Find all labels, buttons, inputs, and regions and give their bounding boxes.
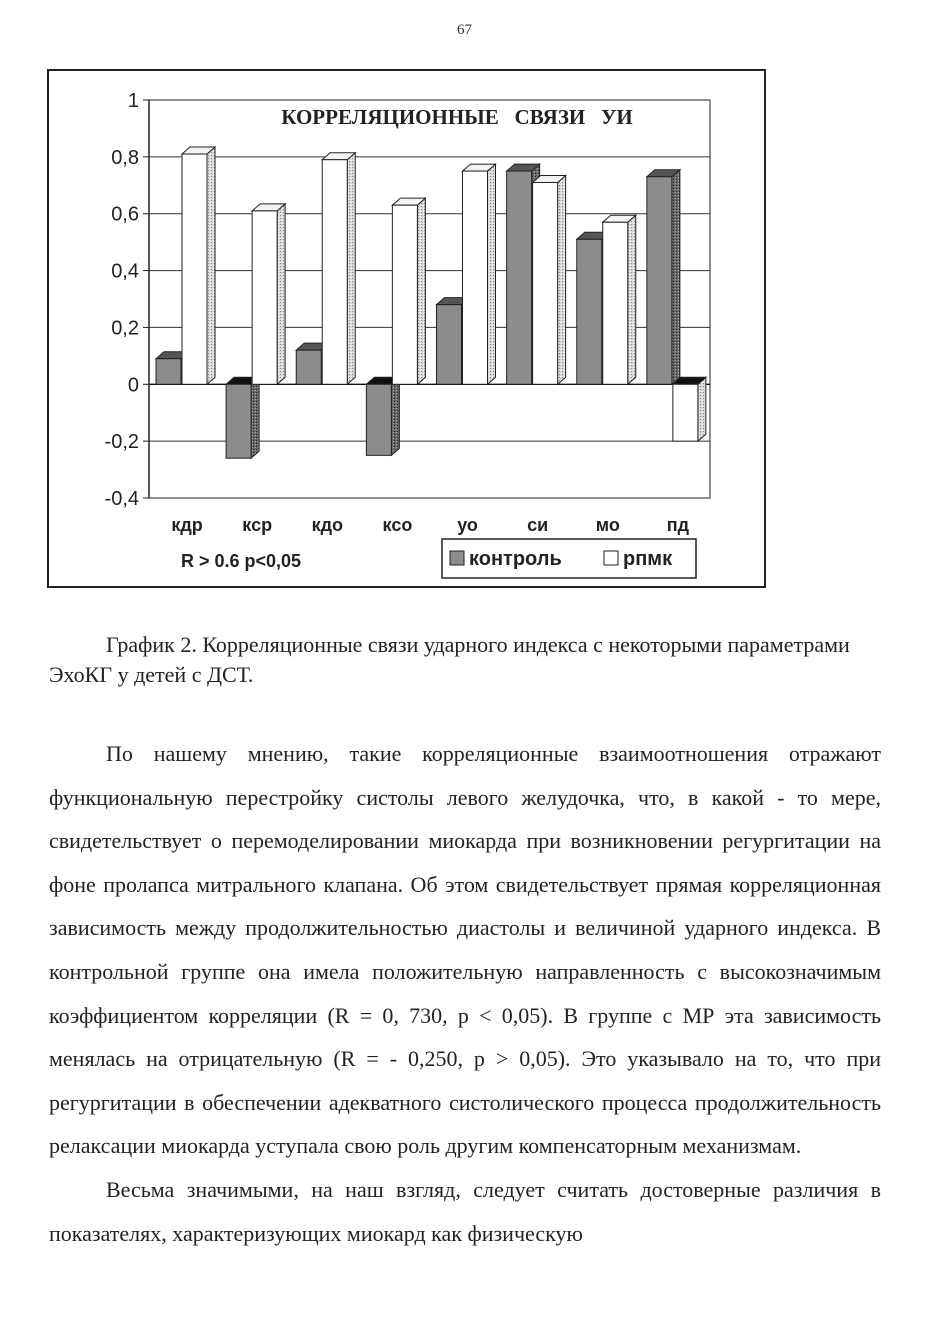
x-tick-label: си [527,515,549,535]
x-tick-label: уо [457,515,478,535]
y-tick-label: 0 [127,374,139,397]
chart-frame [47,69,766,588]
legend-label-rpmk: рпмк [623,548,673,570]
paragraph-1: По нашему мнению, такие корреляционные взаимоотношения отражают функциональную перестройку систолы левого желудочка, что, в какой - то мере, свидетельствует о перемоделировании миокарда при возникновении регургитации на фоне пролапса митрального клапана. Об этом свидетельствует прямая корреляционная зависимость между продолжительностью диастолы и величиной ударного индекса. В контрольной группе она имела положительную направленность с высокозначимым коэффициентом корреляции (R = 0, 730, p < 0,05). В группе с МР эта зависимость менялась на отрицательную (R = - 0,250, p > 0,05). Это указывало на то, что при регургитации в обеспечении адекватного систолического процесса продолжительность релаксации миокарда уступала свою роль другим компенсаторным механизмам. [49,741,881,1159]
y-tick-label: 0,2 [111,317,139,340]
y-tick-label: -0,2 [104,431,139,454]
x-tick-label: ксо [382,515,413,535]
bar-rpmk-3 [392,198,425,384]
x-tick-label: кср [242,515,273,535]
bar-control-7 [647,170,680,385]
bar-rpmk-1 [252,204,285,384]
y-tick-label: 1 [127,90,139,112]
chart-title: КОРРЕЛЯЦИОННЫЕ СВЯЗИ УИ [281,105,633,129]
bar-chart [49,71,764,586]
bar-control-1 [226,377,259,458]
paragraph-2: Весьма значимыми, на наш взгляд, следует считать достоверные различия в показателях, характеризующих миокард как физическую [49,1176,881,1246]
figure-caption: График 2. Корреляционные связи ударного индекса с некоторыми параметрами ЭхоКГ у детей с ДСТ. [49,632,850,687]
x-tick-label: кдр [171,515,203,535]
x-tick-label: мо [595,515,620,535]
bar-rpmk-5 [533,175,566,384]
legend-swatch-control [450,551,464,565]
bar-rpmk-0 [182,147,215,384]
bar-rpmk-7 [673,377,706,441]
legend-swatch-rpmk [604,551,618,565]
y-tick-label: -0,4 [104,488,139,510]
y-tick-label: 0,4 [111,260,139,283]
bar-rpmk-4 [463,164,496,384]
bar-control-3 [366,377,399,455]
bar-rpmk-2 [322,153,355,385]
bar-rpmk-6 [603,215,636,384]
y-tick-label: 0,8 [111,146,139,169]
legend-label-control: контроль [469,548,562,570]
significance-annotation: R > 0.6 p<0,05 [180,551,302,571]
page-number: 67 [457,22,472,38]
x-tick-label: кдо [311,515,344,535]
body-text [49,732,881,1255]
y-tick-label: 0,6 [111,203,139,226]
x-tick-label: пд [666,515,690,535]
chart-legend [442,539,696,578]
